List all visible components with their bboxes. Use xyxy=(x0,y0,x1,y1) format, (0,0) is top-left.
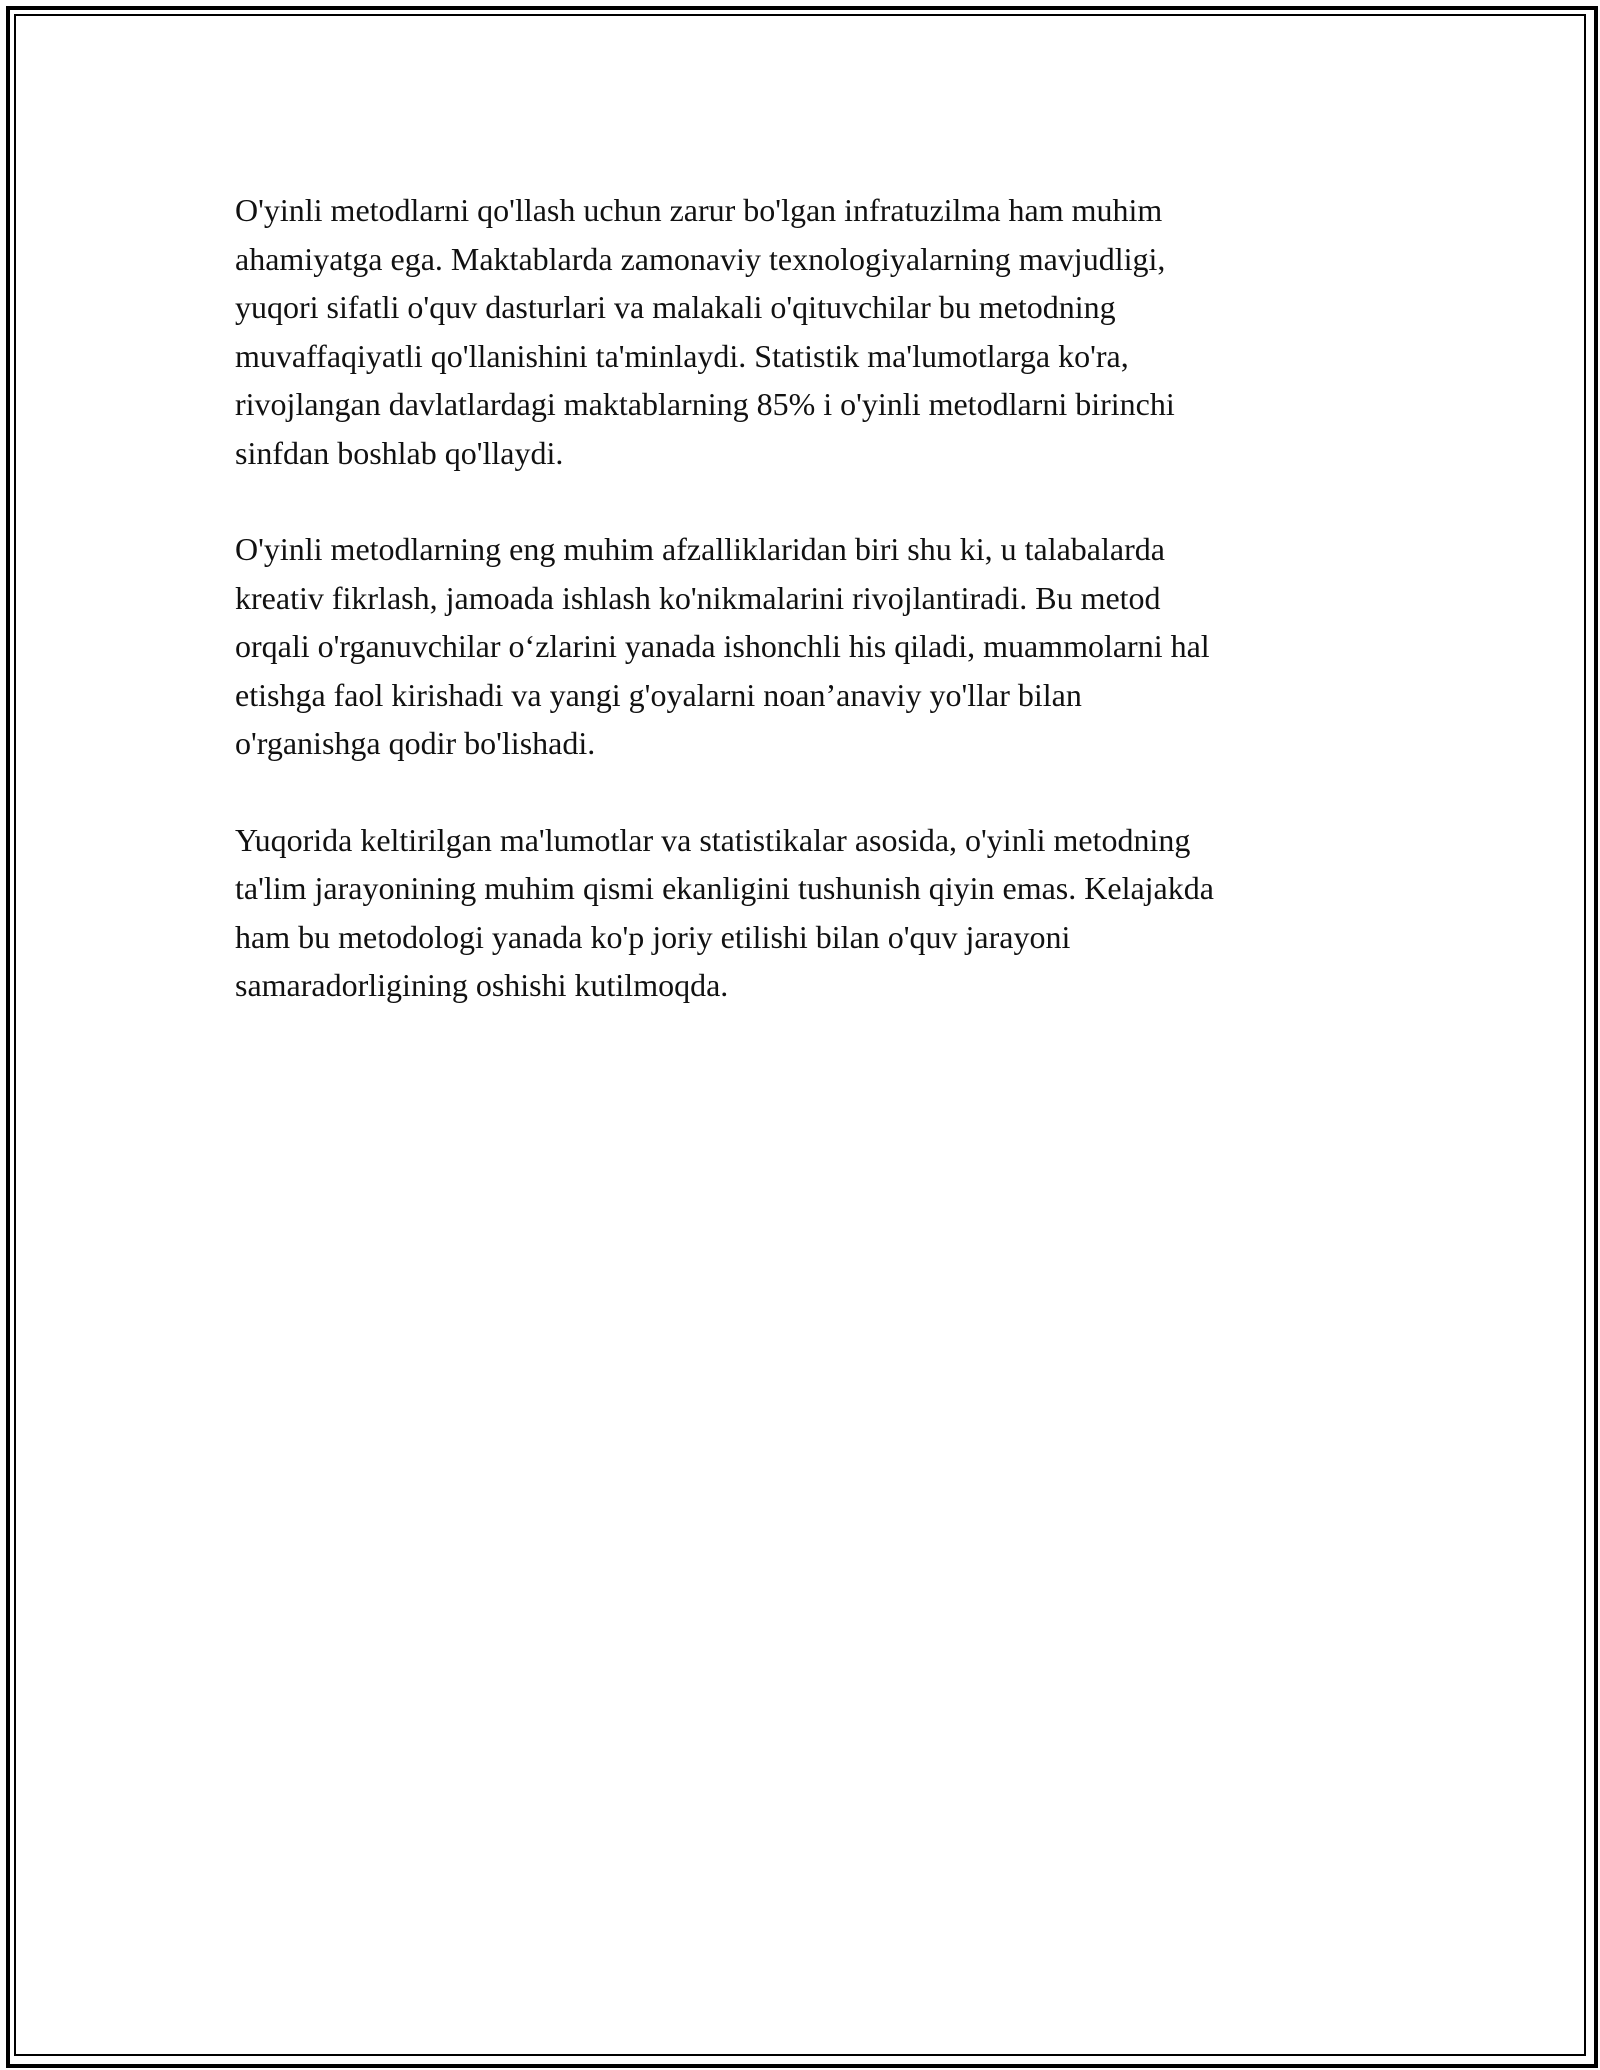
paragraph-infrastructure: O'yinli metodlarni qo'llash uchun zarur bo'lgan infratuzilma ham muhim ahamiyatga ega. Maktablarda zamonaviy texnologiyalarning mavjudligi, yuqori sifatli o'quv dasturlari va malakali o'qituvchilar bu metodning muvaffaqiyatli qo'llanishini ta'minlaydi. Statistik ma'lumotlarga ko'ra, rivojlangan davlatlardagi maktablarning 85% i o'yinli metodlarni birinchi sinfdan boshlab qo'llaydi. xyxy=(235,192,1175,471)
document-body xyxy=(235,186,1365,1058)
paragraph-conclusion: Yuqorida keltirilgan ma'lumotlar va statistikalar asosida, o'yinli metodning ta'lim jarayonining muhim qismi ekanligini tushunish qiyin emas. Kelajakda ham bu metodologi yanada ko'p joriy etilishi bilan o'quv jarayoni samaradorligining oshishi kutilmoqda. xyxy=(235,821,1214,1003)
paragraph-advantages: O'yinli metodlarning eng muhim afzalliklaridan biri shu ki, u talabalarda kreativ fikrlash, jamoada ishlash ko'nikmalarini rivojlantiradi. Bu metod orqali o'rganuvchilar o‘zlarini yanada ishonchli his qiladi, muammolarni hal etishga faol kirishadi va yangi g'oyalarni noan’anaviy yo'llar bilan o'rganishga qodir bo'lishadi. xyxy=(235,531,1210,761)
